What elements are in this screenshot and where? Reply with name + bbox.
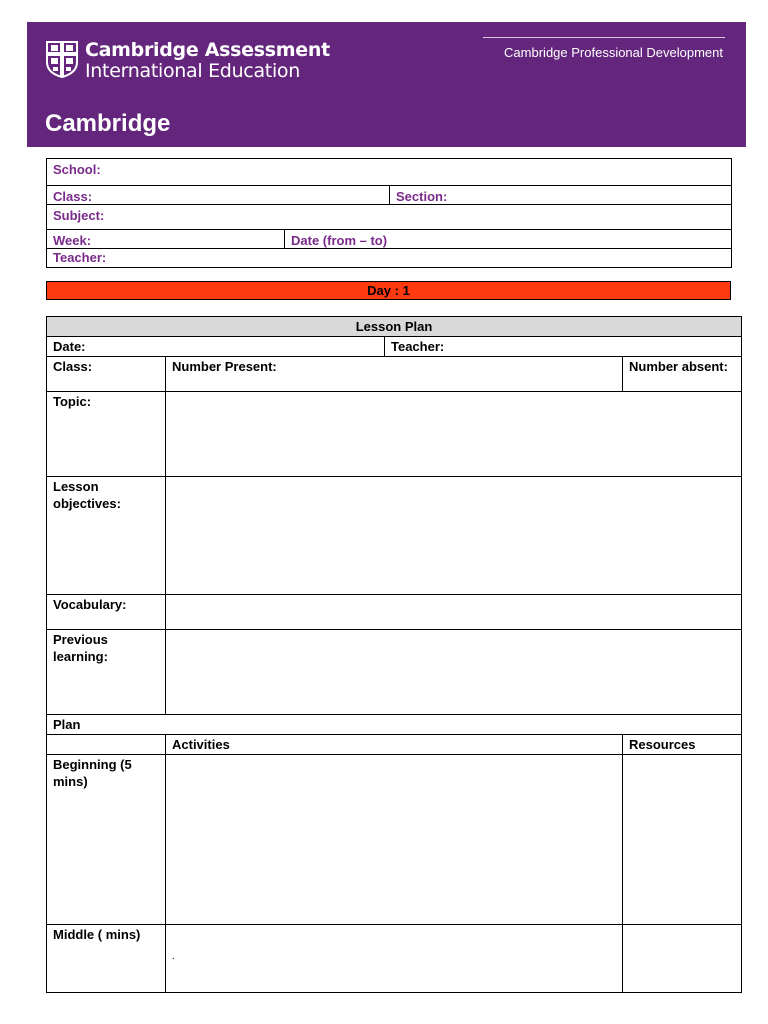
day-band: Day : 1 xyxy=(46,281,731,300)
previous-learning-field[interactable] xyxy=(166,630,742,715)
activities-header: Activities xyxy=(166,735,623,755)
middle-resources-field[interactable] xyxy=(623,925,742,993)
vocabulary-field[interactable] xyxy=(166,595,742,630)
lesson-objectives-field[interactable] xyxy=(166,477,742,595)
beginning-resources-field[interactable] xyxy=(623,755,742,925)
lesson-plan-table xyxy=(46,316,742,993)
middle-label: Middle ( mins) xyxy=(47,925,166,993)
number-absent-label: Number absent: xyxy=(623,357,742,392)
topic-label: Topic: xyxy=(47,392,166,477)
middle-dot: . xyxy=(172,951,175,962)
previous-learning-label: Previous learning: xyxy=(47,630,166,715)
logo-line-1: Cambridge Assessment xyxy=(85,39,330,61)
cambridge-logo xyxy=(45,40,330,82)
date-range-label: Date (from – to) xyxy=(284,230,731,248)
lesson-objectives-label: Lesson objectives: xyxy=(47,477,166,595)
lp-teacher-label: Teacher: xyxy=(385,337,742,357)
middle-activities-field[interactable] xyxy=(166,925,623,993)
subject-label: Subject: xyxy=(53,208,105,223)
cambridge-shield-icon xyxy=(45,40,79,78)
number-present-label: Number Present: xyxy=(166,357,623,392)
lp-class-label: Class: xyxy=(47,357,166,392)
teacher-label: Teacher: xyxy=(53,250,107,265)
topic-field[interactable] xyxy=(166,392,742,477)
lesson-plan-title: Lesson Plan xyxy=(47,317,742,337)
header-banner xyxy=(27,22,746,147)
page-title: Cambridge xyxy=(45,110,171,137)
plan-label: Plan xyxy=(47,715,742,735)
vocabulary-label: Vocabulary: xyxy=(47,595,166,630)
school-label: School: xyxy=(53,162,101,177)
plan-header-blank xyxy=(47,735,166,755)
week-label: Week: xyxy=(53,233,92,248)
section-label: Section: xyxy=(389,186,731,204)
beginning-activities-field[interactable] xyxy=(166,755,623,925)
class-label: Class: xyxy=(53,189,93,204)
resources-header: Resources xyxy=(623,735,742,755)
header-subtitle: Cambridge Professional Development xyxy=(504,45,723,60)
school-info-table xyxy=(46,158,732,268)
lp-date-label: Date: xyxy=(47,337,385,357)
header-rule xyxy=(483,37,725,38)
beginning-label: Beginning (5 mins) xyxy=(47,755,166,925)
logo-line-2: International Education xyxy=(85,60,300,82)
